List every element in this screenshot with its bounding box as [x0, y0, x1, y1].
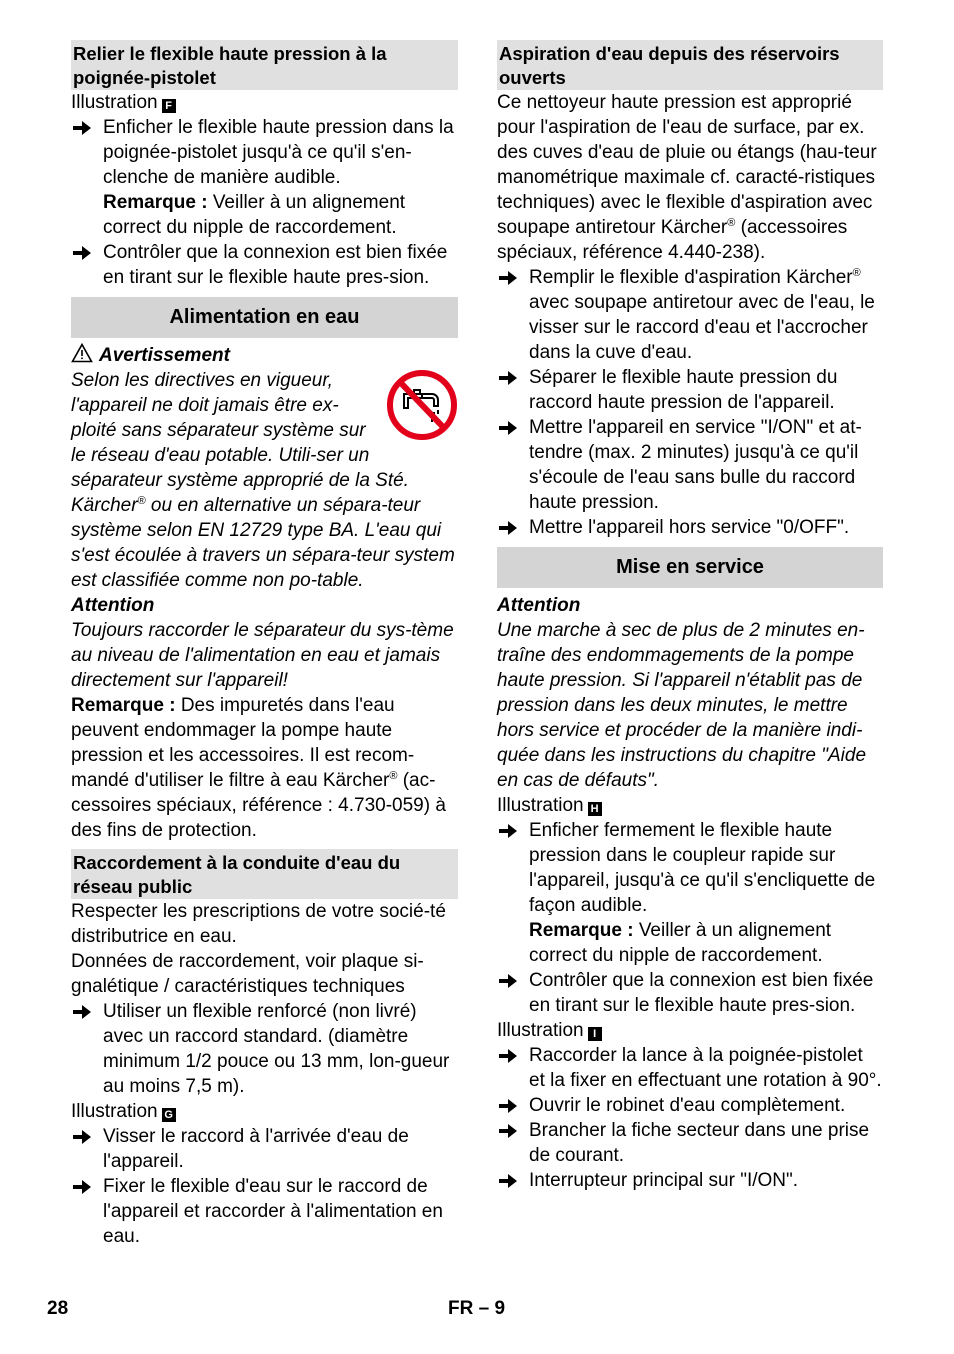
registered-mark: ®: [852, 267, 861, 279]
arrow-right-icon: [499, 1099, 517, 1113]
no-drinking-water-icon: [386, 368, 458, 442]
illustration-letter-box: G: [162, 1108, 176, 1122]
step-text-part2: avec soupape antiretour avec de l'eau, le visser sur le raccord d'eau et l'accrocher dans la cuve d'eau.: [529, 292, 875, 363]
warning-text-part2: ou en alternative un sépara-teur système selon EN 12729 type BA. L'eau qui s'est écoulée à travers un sépara-teur system est classifiée comme non po-table.: [71, 495, 455, 591]
step-item: [497, 818, 883, 968]
illustration-letter-box: I: [588, 1027, 602, 1041]
step-text: Enficher le flexible haute pression dans la poignée-pistolet jusqu'à ce qu'il s'en-clenche de manière audible.: [103, 117, 454, 188]
illustration-ref: [71, 90, 458, 115]
arrow-right-icon: [73, 1180, 91, 1194]
arrow-right-icon: [73, 1130, 91, 1144]
registered-mark: ®: [389, 770, 398, 782]
warning-text-part1: Selon les directives en vigueur, l'appareil ne doit jamais être ex-ploité sans séparateur système sur le réseau d'eau potable. Utili-ser un séparateur système approprié de la Sté. Kärcher: [71, 370, 409, 516]
note-text-part2: (ac-cessoires spéciaux, référence : 4.730-059) à des fins de protection.: [71, 770, 446, 841]
illustration-label: Illustration: [497, 795, 584, 816]
subheading-public-water: Raccordement à la conduite d'eau du réseau public: [71, 849, 458, 899]
step-item: [497, 1118, 883, 1168]
arrow-right-icon: [499, 271, 517, 285]
warning-heading: [71, 343, 458, 368]
step-item: [497, 415, 883, 515]
paragraph-part1: Ce nettoyeur haute pression est approprié pour l'aspiration de l'eau de surface, par ex. des cuves d'eau de pluie ou étangs (hau-teur manométrique maximale cf. caracté-ristiques techniques) avec le flexible d'aspiration avec soupape antiretour Kärcher: [497, 92, 877, 238]
footer-section: FR – 9: [448, 1298, 506, 1319]
attention-title: Attention: [71, 595, 155, 616]
paragraph: Données de raccordement, voir plaque si-gnalétique / caractéristiques techniques: [71, 951, 424, 997]
illustration-label: Illustration: [71, 1101, 158, 1122]
step-item: [497, 515, 883, 540]
step-text: Brancher la fiche secteur dans une prise de courant.: [529, 1120, 870, 1166]
step-text: Fixer le flexible d'eau sur le raccord de l'appareil et raccorder à l'alimentation en eau.: [103, 1176, 443, 1247]
step-text: Visser le raccord à l'arrivée d'eau de l'appareil.: [103, 1126, 409, 1172]
section-heading-startup: Mise en service: [497, 547, 883, 588]
illustration-label: Illustration: [71, 92, 158, 113]
arrow-right-icon: [73, 121, 91, 135]
page-number: 28: [47, 1298, 69, 1319]
step-item: [71, 999, 458, 1099]
step-text: Mettre l'appareil en service "I/ON" et at-tendre (max. 2 minutes) jusqu'à ce qu'il s'écoule de l'eau sans bulle du raccord haute pression.: [529, 417, 862, 513]
paragraph: [497, 90, 883, 265]
arrow-right-icon: [73, 1005, 91, 1019]
arrow-right-icon: [499, 521, 517, 535]
illustration-ref: [71, 1099, 458, 1124]
step-item: [497, 968, 883, 1018]
arrow-right-icon: [499, 974, 517, 988]
step-item: [497, 365, 883, 415]
note-label: Remarque :: [71, 695, 176, 716]
step-text: Remplir le flexible d'aspiration Kärcher: [529, 267, 853, 288]
arrow-right-icon: [499, 1049, 517, 1063]
right-column: [497, 40, 883, 1193]
arrow-right-icon: [499, 1124, 517, 1138]
paragraph-part2: (accessoires spéciaux, référence 4.440-238).: [497, 217, 848, 263]
arrow-right-icon: [499, 421, 517, 435]
step-text: Ouvrir le robinet d'eau complètement.: [529, 1095, 846, 1116]
attention-text: Une marche à sec de plus de 2 minutes en-traîne des endommagements de la pompe haute pression. Si l'appareil n'établit pas de pression dans les deux minutes, le mettre hors service et procéder de la manière indi-quée dans les instructions du chapitre "Aide en cas de défauts".: [497, 620, 867, 791]
step-text: Contrôler que la connexion est bien fixée en tirant sur le flexible haute pres-sion.: [529, 970, 874, 1016]
step-text: Raccorder la lance à la poignée-pistolet et la fixer en effectuant une rotation à 90°.: [529, 1045, 882, 1091]
step-text: Contrôler que la connexion est bien fixée en tirant sur le flexible haute pres-sion.: [103, 242, 448, 288]
registered-mark: ®: [727, 217, 736, 229]
note-label: Remarque :: [103, 192, 208, 213]
illustration-label: Illustration: [497, 1020, 584, 1041]
arrow-right-icon: [73, 246, 91, 260]
note-text: Veiller à un alignement correct du nipple de raccordement.: [103, 192, 406, 238]
left-column: [71, 40, 458, 1249]
subheading-connect-hose: Relier le flexible haute pression à la poignée-pistolet: [71, 40, 458, 90]
illustration-ref: [497, 1018, 883, 1043]
step-item: [497, 265, 883, 365]
illustration-ref: [497, 793, 883, 818]
step-text: Interrupteur principal sur "I/ON".: [529, 1170, 799, 1191]
step-item: [497, 1093, 883, 1118]
warning-title: Avertissement: [99, 345, 230, 366]
attention-text: Toujours raccorder le séparateur du sys-tème au niveau de l'alimentation en eau et jamais directement sur l'appareil!: [71, 620, 454, 691]
warning-triangle-icon: [71, 343, 93, 363]
illustration-letter-box: H: [588, 802, 602, 816]
note-paragraph: [71, 693, 458, 843]
note-text: Des impuretés dans l'eau peuvent endommager la pompe haute pression et les accessoires. Il est recom-mandé d'utiliser le filtre à eau Kärcher: [71, 695, 415, 791]
arrow-right-icon: [499, 1174, 517, 1188]
note-label: Remarque :: [529, 920, 634, 941]
step-item: [71, 115, 458, 240]
step-item: [497, 1043, 883, 1093]
arrow-right-icon: [499, 824, 517, 838]
note-text: Veiller à un alignement correct du nipple de raccordement.: [529, 920, 832, 966]
arrow-right-icon: [499, 371, 517, 385]
section-heading-water-supply: Alimentation en eau: [71, 297, 458, 338]
step-item: [71, 1124, 458, 1174]
attention-title: Attention: [497, 595, 581, 616]
step-item: [497, 1168, 883, 1193]
step-item: [71, 240, 458, 290]
step-text: Utiliser un flexible renforcé (non livré) avec un raccord standard. (diamètre minimum 1/2 pouce ou 13 mm, lon-gueur au moins 7,5 m).: [103, 1001, 450, 1097]
step-text: Séparer le flexible haute pression du raccord haute pression de l'appareil.: [529, 367, 838, 413]
step-text: Enficher fermement le flexible haute pression dans le coupleur rapide sur l'appareil, jusqu'à ce qu'il s'encliquette de façon audible.: [529, 820, 876, 916]
illustration-letter-box: F: [162, 99, 176, 113]
step-text: Mettre l'appareil hors service "0/OFF".: [529, 517, 850, 538]
paragraph: Respecter les prescriptions de votre socié-té distributrice en eau.: [71, 901, 446, 947]
registered-mark: ®: [137, 495, 146, 507]
step-item: [71, 1174, 458, 1249]
subheading-suction: Aspiration d'eau depuis des réservoirs ouverts: [497, 40, 883, 90]
